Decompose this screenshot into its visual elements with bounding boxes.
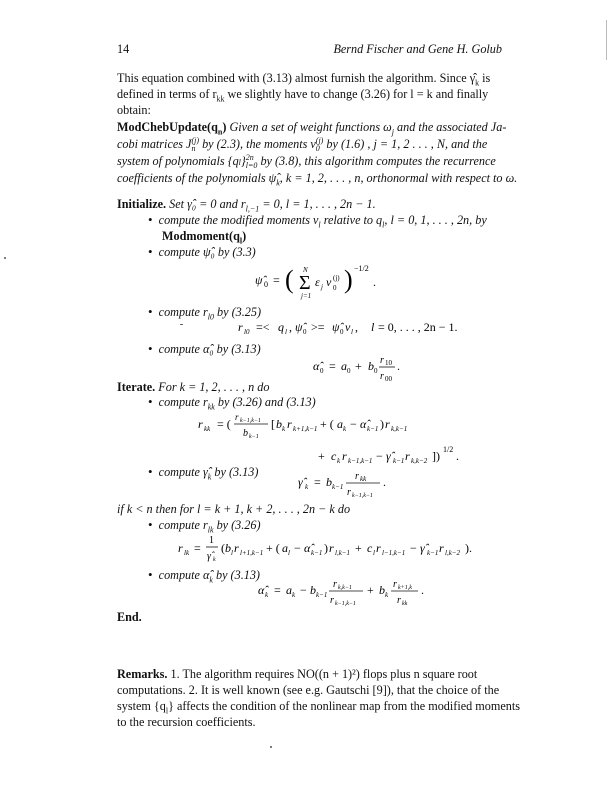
svg-text:k: k [337,457,341,465]
svg-text:0: 0 [340,328,344,336]
svg-text:kk: kk [204,425,211,433]
svg-text:): ) [380,417,384,431]
svg-text:r: r [376,541,381,555]
svg-text:l,k−2: l,k−2 [445,549,461,557]
svg-text:b: b [276,417,282,431]
svg-text:−1/2: −1/2 [354,264,369,273]
svg-text:.: . [397,359,400,373]
svg-text:l: l [351,328,353,336]
running-head: Bernd Fischer and Gene H. Golub [333,42,502,56]
svg-text:γ̂: γ̂ [298,475,303,489]
equation-alphak [258,576,458,610]
svg-text:k−1: k−1 [367,425,379,433]
svg-text:b: b [310,583,316,597]
intro-line-3: obtain: [117,103,151,117]
svg-text:k: k [213,557,216,563]
svg-text:0: 0 [374,367,378,375]
svg-text:0: 0 [264,280,268,289]
svg-text:): ) [344,265,353,294]
equation-rl0 [238,318,478,338]
svg-text:k,k−2: k,k−2 [411,457,428,465]
svg-text:]): ]) [432,449,440,463]
scan-speck [270,746,272,748]
svg-text:k−1: k−1 [316,591,328,599]
svg-text:0: 0 [303,328,307,336]
svg-text:0: 0 [320,367,324,375]
svg-text:k−1: k−1 [332,483,344,491]
svg-text:,: , [355,320,358,334]
svg-text:r: r [342,449,347,463]
svg-text:N: N [303,266,308,274]
svg-text:k−1: k−1 [311,549,323,557]
svg-text:.: . [383,475,386,489]
svg-text:k,k−1: k,k−1 [338,585,352,591]
svg-text:α̂: α̂ [360,417,367,431]
svg-text:l: l [373,549,375,557]
svg-text:r: r [330,595,334,606]
svg-text:l: l [371,320,375,334]
svg-text:j: j [321,283,323,291]
svg-text:r: r [355,471,359,482]
svg-text:1/2: 1/2 [443,445,454,454]
svg-text:ψ̂: ψ̂ [332,320,340,334]
svg-text:r: r [234,541,239,555]
svg-text:Σ: Σ [299,272,311,294]
init-bullet-1-line-2: $Modmoment(q_l)$ [162,229,247,246]
initialize-line: Initialize. Set γ̂₀ = 0 and $r_{l,-1} = 0$, l = 1, . . . , 2n − 1. [117,197,376,214]
remarks-label: Remarks. [117,667,168,681]
svg-text:=: = [314,475,321,489]
svg-text:r: r [439,541,444,555]
svg-text:r: r [178,541,183,555]
remarks-line-1: Remarks. 1. The algorithm requires NO((n + 1)²) flops plus n square root [117,667,478,681]
svg-text:[: [ [271,417,275,431]
svg-text:k−1: k−1 [393,457,405,465]
svg-text:+ (: + ( [320,417,334,431]
svg-text:l−1,k−1: l−1,k−1 [382,549,406,557]
svg-text:k: k [305,483,309,491]
svg-text:b: b [225,541,231,555]
svg-text:r: r [385,417,390,431]
algorithm-name: ModChebUpdate(q [117,120,218,134]
svg-text:k+1,k: k+1,k [398,585,412,591]
svg-text:r: r [397,595,401,606]
init-bullet-3: • compute $r_{l0}$ by (3.25) [148,304,262,322]
svg-text:>=: >= [311,320,325,334]
svg-text:k+1,k−1: k+1,k−1 [293,425,318,433]
svg-text:lk: lk [184,549,190,557]
svg-text:k−1,k−1: k−1,k−1 [335,601,356,607]
svg-text:+ (: + ( [266,541,280,555]
svg-text:−: − [410,541,417,555]
scan-edge-mark [606,20,607,60]
remarks-line-2: computations. 2. It is well known (see e.g. Gautschi [9]), that the choice of the [117,683,500,697]
svg-text:k−1: k−1 [427,549,439,557]
algorithm-desc-line-4: coefficients of the polynomials $\psî_k$, k = 1, 2, . . . , n, orthonormal with respect to ω. [117,171,518,188]
svg-text:r: r [347,487,351,498]
svg-text:.: . [456,449,459,463]
svg-text:q: q [278,320,284,334]
svg-text:a: a [341,359,347,373]
iter-bullet-3: • compute $r_{lk}$ by (3.26) [148,517,261,535]
svg-text:k−1,k−1: k−1,k−1 [348,457,373,465]
svg-text:l: l [285,328,287,336]
remarks-line-3: system $\{q_l\}$ affects the condition of the nonlinear map from the modified moments [117,699,520,716]
svg-text:).: ). [465,541,472,555]
svg-text:.: . [421,583,424,597]
svg-text:b: b [379,583,385,597]
svg-text:=: = [329,359,336,373]
svg-text:k−1: k−1 [249,434,259,440]
svg-text:l,k−1: l,k−1 [335,549,351,557]
svg-text:a: a [337,417,343,431]
svg-text:−: − [300,583,307,597]
svg-text:r: r [238,320,243,334]
equation-rlk [178,532,558,566]
scan-speck [180,324,183,325]
remarks-line-4: to the recursion coefficients. [117,715,256,729]
svg-text:=: = [273,273,280,287]
equation-psi0 [255,258,425,304]
svg-text:r: r [329,541,334,555]
iterate-line: Iterate. For k = 1, 2, . . . , n do [117,380,270,394]
svg-text:k: k [385,591,389,599]
svg-text:r: r [393,579,397,590]
svg-text:r: r [380,371,384,382]
svg-text:−: − [294,541,301,555]
svg-text:b: b [326,475,332,489]
svg-text:k: k [292,591,296,599]
svg-text:00: 00 [385,375,392,383]
svg-text:c: c [367,541,373,555]
initialize-label: Initialize. [117,197,167,211]
svg-text:k−1,k−1: k−1,k−1 [240,418,261,424]
iter-bullet-1: • compute $r_{kk}$ by (3.26) and (3.13) [148,394,316,412]
svg-text:l: l [288,549,290,557]
svg-text:.: . [373,275,376,289]
svg-text:a: a [282,541,288,555]
svg-text:10: 10 [385,359,392,367]
svg-text:(: ( [221,541,225,555]
svg-text:ν: ν [345,320,351,334]
svg-text:α̂: α̂ [304,541,311,555]
svg-text:k: k [343,425,347,433]
svg-text:ψ̂: ψ̂ [295,320,303,334]
iter-bullet-2: • compute $\gammâ_k$ by (3.13) [148,464,259,482]
svg-text:r: r [287,417,292,431]
svg-text:k: k [282,425,286,433]
equation-rkk [198,408,538,468]
svg-text:0: 0 [333,284,337,292]
svg-text:−: − [376,449,383,463]
svg-text:(j): (j) [333,274,340,282]
algorithm-desc-line-2: cobi matrices J (j) n by (2.3), the moments ν (j) 0 by (1.6) , j = 1, 2 . . . , N, and the [117,136,488,154]
page-number: 14 [117,42,130,56]
svg-text:r: r [405,449,410,463]
svg-text:,: , [289,320,292,334]
svg-text:α̂: α̂ [313,359,320,373]
svg-text:+: + [355,359,362,373]
algorithm-desc-line-3: system of polynomials {ql} 2n l=0 by (3.8), this algorithm computes the recurrence [117,153,496,171]
svg-text:j=1: j=1 [301,292,312,300]
svg-text:k−1,k−1: k−1,k−1 [352,493,373,499]
init-bullet-4: • compute α̂₀ by (3.13) [148,341,261,356]
svg-text:): ) [324,541,328,555]
iterate-label: Iterate. [117,380,156,394]
intro-line-2: defined in terms of $r_{kk}$ we slightly have to change (3.26) for l = k and finally [117,87,489,104]
svg-text:ε: ε [315,275,320,289]
svg-text:=<: =< [256,320,270,334]
svg-text:=: = [194,541,201,555]
svg-text:0: 0 [347,367,351,375]
svg-text:r: r [380,355,384,366]
if-line: if k < n then for l = k + 1, k + 2, . . . , 2n − k do [117,502,351,516]
svg-text:ν: ν [326,275,332,289]
svg-text:kk: kk [360,475,367,483]
svg-text:r: r [333,579,337,590]
svg-text:(: ( [285,265,294,294]
svg-text:=: = [274,583,281,597]
end-label: End. [117,610,142,624]
svg-text:k: k [265,591,269,599]
scan-speck [4,257,6,259]
svg-text:k,k−1: k,k−1 [391,425,408,433]
svg-text:+: + [318,449,325,463]
svg-text:= 0, . . . , 2n − 1.: = 0, . . . , 2n − 1. [378,320,458,334]
svg-text:γ̂: γ̂ [386,449,391,463]
algorithm-desc-line-1: $ModChebUpdate(q_n)$ Given a set of weight functions $\omega_j$ and the associated Ja- [117,120,507,137]
svg-text:+: + [367,583,374,597]
svg-text:1: 1 [209,535,214,546]
svg-text:−: − [350,417,357,431]
iter-bullet-4: • compute $\alphâ_k$ by (3.13) [148,567,260,585]
svg-text:b: b [243,428,248,439]
equation-gammak [298,468,428,502]
svg-text:l: l [231,549,233,557]
init-bullet-2: • compute ψ̂₀ by (3.3) [148,244,256,259]
svg-text:γ̂: γ̂ [207,551,211,562]
svg-text:l+1,k−1: l+1,k−1 [240,549,264,557]
svg-text:l0: l0 [244,328,250,336]
svg-text:γ̂: γ̂ [420,541,425,555]
svg-text:c: c [331,449,337,463]
svg-text:+: + [355,541,362,555]
svg-text:= (: = ( [217,417,231,431]
svg-text:r: r [235,412,239,422]
equation-alpha0 [313,352,423,386]
svg-text:b: b [368,359,374,373]
init-bullet-1-line-1: • compute the modified moments $\nu_l$ relative to $q_l$, l = 0, 1, . . . , 2n, by [148,212,487,230]
svg-text:r: r [198,417,203,431]
svg-text:α̂: α̂ [258,583,265,597]
svg-text:a: a [286,583,292,597]
svg-text:kk: kk [402,601,408,607]
svg-text:ψ̂: ψ̂ [255,273,263,287]
intro-line-1: This equation combined with (3.13) almost furnish the algorithm. Since $\gammâ_k$ is [117,71,491,88]
